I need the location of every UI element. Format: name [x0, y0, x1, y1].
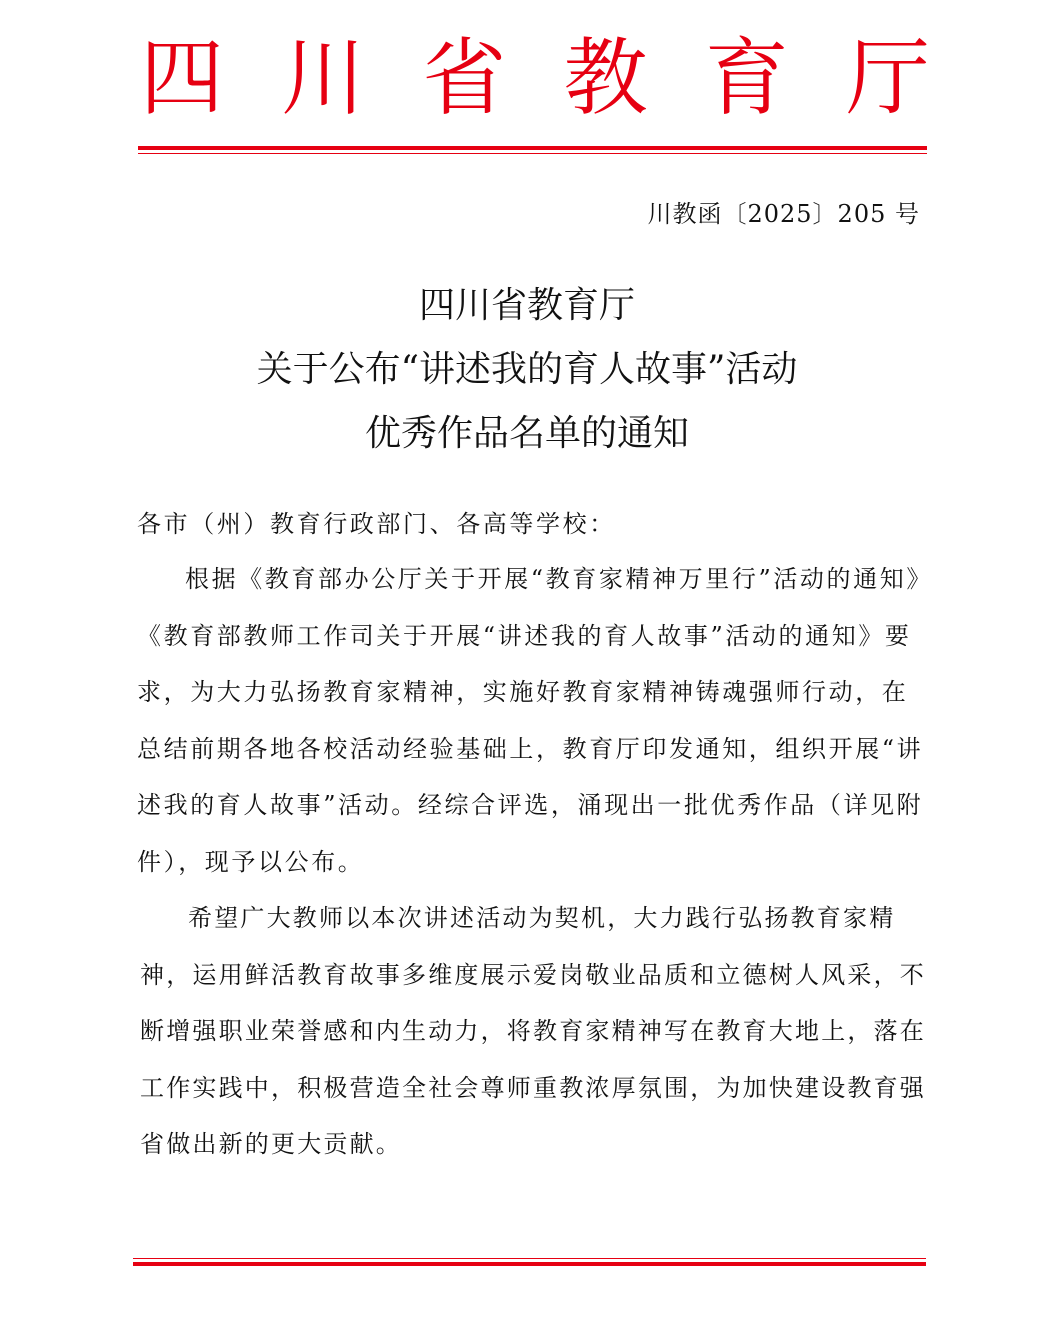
header-divider-thick [138, 146, 927, 150]
document-number: 川教函〔2025〕205 号 [647, 200, 920, 228]
title-line-1: 四川省教育厅 [418, 285, 635, 326]
document-title [0, 274, 1054, 466]
letterhead-char: 育 [704, 29, 789, 127]
salutation: 各市（州）教育行政部门、各高等学校： [137, 510, 616, 538]
footer-divider-thick [133, 1262, 926, 1266]
letterhead-char: 四 [140, 29, 225, 127]
title-line-3: 优秀作品名单的通知 [364, 413, 689, 454]
title-line-2: 关于公布“讲述我的育人故事”活动 [256, 349, 798, 390]
letterhead-char: 省 [422, 29, 507, 127]
letterhead-char: 川 [281, 29, 366, 127]
letterhead-title [140, 28, 930, 128]
paragraph-text: 根据《教育部办公厅关于开展“教育家精神万里行”活动的通知》《教育部教师工作司关于开展“讲述我的育人故事”活动的通知》要求，为大力弘扬教育家精神，实施好教育家精神铸魂强师行动，在总结前期各地各校活动经验基础上，教育厅印发通知，组织开展“讲述我的育人故事”活动。经综合评选，涌现出一批优秀作品（详见附件），现予以公布。 [137, 565, 924, 876]
footer-divider-thin [133, 1258, 926, 1259]
body-paragraph-1 [137, 551, 927, 890]
letterhead-char: 教 [563, 29, 648, 127]
letterhead-char: 厅 [845, 29, 930, 127]
paragraph-text: 希望广大教师以本次讲述活动为契机，大力践行弘扬教育家精神，运用鲜活教育故事多维度展示爱岗敬业品质和立德树人风采，不断增强职业荣誉感和内生动力，将教育家精神写在教育大地上，落在工作实践中，积极营造全社会尊师重教浓厚氛围，为加快建设教育强省做出新的更大贡献。 [140, 904, 926, 1158]
header-divider-thin [138, 153, 927, 154]
body-paragraph-2 [140, 890, 930, 1173]
